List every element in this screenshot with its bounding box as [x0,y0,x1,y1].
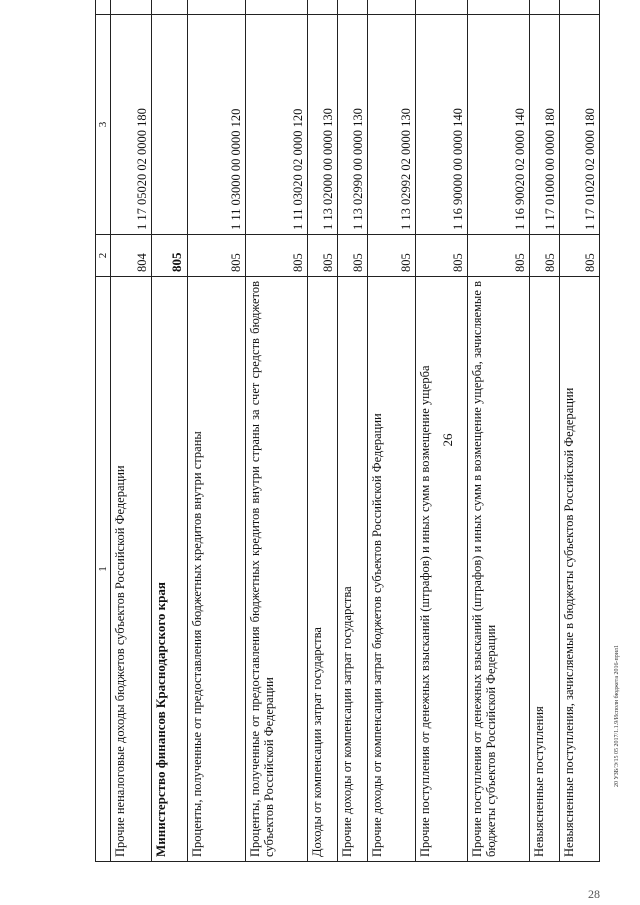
row-name: Проценты, полученные от предоставления бюджетных кредитов внутри страны [188,277,246,862]
table-row [111,0,152,862]
row-income-code: 1 17 01020 02 0000 180 [560,15,600,235]
header-row [96,0,111,862]
row-name: Прочие доходы от компенсации затрат бюджетов субъектов Российской Федерации [368,277,416,862]
side-note: 20 УЗБ/Э/15 05 2017/1.1.9/Исполн бюджета 2016-прил1 [614,645,620,787]
row-admin-code: 805 [416,235,468,277]
table-row [530,0,560,862]
budget-income-table [95,0,600,862]
row-admin-code: 805 [152,235,188,277]
table-row [560,0,600,862]
table-row [416,0,468,862]
row-value [530,0,560,15]
table-row [246,0,308,862]
row-name: Невыясненные поступления [530,277,560,862]
header-col-1: 1 [96,277,111,862]
row-admin-code: 804 [111,235,152,277]
row-income-code: 1 17 01000 00 0000 180 [530,15,560,235]
row-value [246,0,308,15]
table-row [468,0,530,862]
row-admin-code: 805 [188,235,246,277]
row-value [368,0,416,15]
row-admin-code: 805 [338,235,368,277]
row-value [308,0,338,15]
table-row [338,0,368,862]
row-value [152,0,188,15]
row-income-code: 1 17 05020 02 0000 180 [111,15,152,235]
row-name: Прочие доходы от компенсации затрат государства [338,277,368,862]
row-income-code: 1 16 90000 00 0000 140 [416,15,468,235]
row-admin-code: 805 [246,235,308,277]
header-col-3: 3 [96,15,111,235]
row-name: Доходы от компенсации затрат государства [308,277,338,862]
row-name: Прочие поступления от денежных взысканий (штрафов) и иных сумм в возмещение ущерба, зачисляемые в бюджеты субъектов Российской Федерации [468,277,530,862]
row-income-code: 1 13 02990 00 0000 130 [338,15,368,235]
row-admin-code: 805 [368,235,416,277]
header-col-4 [96,0,111,15]
row-name: Министерство финансов Краснодарского края [152,277,188,862]
row-name: Невыясненные поступления, зачисляемые в бюджеты субъектов Российской Федерации [560,277,600,862]
page-number: 26 [440,433,455,447]
row-admin-code: 805 [308,235,338,277]
row-income-code: 1 13 02992 02 0000 130 [368,15,416,235]
table-row [308,0,338,862]
row-name: Прочие поступления от денежных взысканий (штрафов) и иных сумм в возмещение ущерба [416,277,468,862]
budget-table-sheet [95,0,597,862]
row-income-code: 1 11 03000 00 0000 120 [188,15,246,235]
row-value [338,0,368,15]
row-income-code: 1 13 02000 00 0000 130 [308,15,338,235]
row-income-code: 1 11 03020 02 0000 120 [246,15,308,235]
row-name: Проценты, полученные от предоставления бюджетных кредитов внутри страны за счет средств бюджетов субъектов Российской Федерации [246,277,308,862]
row-value [560,0,600,15]
table-row [188,0,246,862]
table-row [368,0,416,862]
row-income-code: 1 16 90020 02 0000 140 [468,15,530,235]
row-admin-code: 805 [530,235,560,277]
header-col-2: 2 [96,235,111,277]
row-value [416,0,468,15]
table-row [152,0,188,862]
row-value [188,0,246,15]
row-income-code [152,15,188,235]
row-admin-code: 805 [560,235,600,277]
row-value [468,0,530,15]
corner-number: 28 [588,887,600,901]
row-name: Прочие неналоговые доходы бюджетов субъектов Российской Федерации [111,277,152,862]
row-admin-code: 805 [468,235,530,277]
row-value [111,0,152,15]
